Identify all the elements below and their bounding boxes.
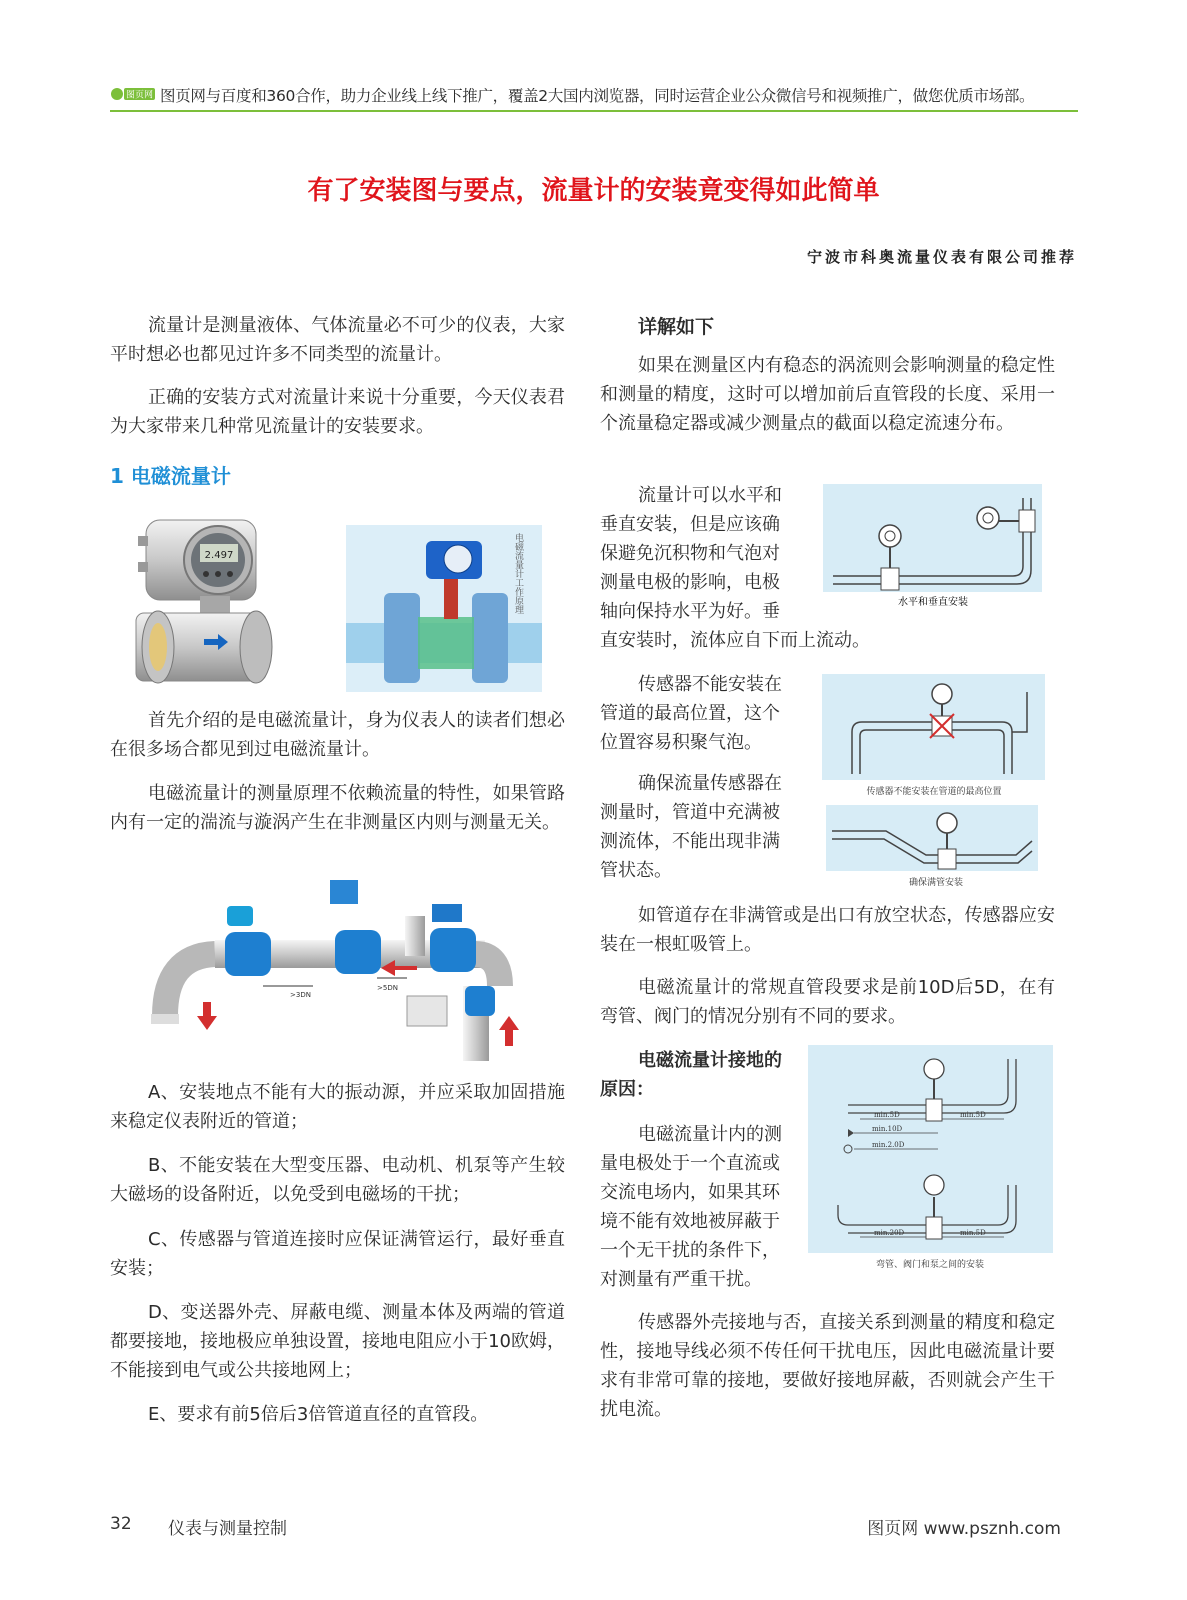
requirement-c: C、传感器与管道连接时应保证满管运行，最好垂直安装；: [110, 1229, 565, 1279]
siphon-paragraph: 如管道存在非满管或是出口有放空状态，传感器应安装在一根虹吸管上。: [600, 905, 1055, 955]
intro-paragraph-1: 流量计是测量液体、气体流量必不可少的仪表，大家平时想必也都见过许多不同类型的流量计。: [110, 315, 565, 365]
full-pipe-line-2: 测量时，管道中充满被: [600, 802, 780, 823]
header-bar: [110, 82, 1078, 112]
dim-label-3: min.10D: [872, 1125, 903, 1133]
requirement-a: A、安装地点不能有大的振动源，并应采取加固措施来稳定仪表附近的管道；: [110, 1082, 565, 1132]
pipe-label-5dn: >5DN: [377, 984, 398, 992]
meter-display-value: 2.497: [204, 550, 234, 561]
requirement-d: D、变送器外壳、屏蔽电缆、测量本体及两端的管道都要接地，接地极应单独设置，接地电阻应小于10欧姆，不能接到电气或公共接地网上；: [110, 1302, 565, 1381]
elbow-valve-pump-diagram: [808, 1045, 1053, 1273]
full-pipe-line-4: 管状态。: [600, 860, 672, 881]
orientation-line-2: 垂直安装，但是应该确: [600, 514, 780, 535]
orientation-line-5: 轴向保持水平为好。垂: [600, 601, 780, 622]
grounding-line-4: 境不能有效地被屏蔽于: [600, 1211, 780, 1232]
intro-paragraph-2: 正确的安装方式对流量计来说十分重要，今天仪表君为大家带来几种常见流量计的安装要求。: [110, 387, 565, 437]
highest-line-1: 传感器不能安装在: [638, 674, 782, 695]
highest-line-3: 位置容易积聚气泡。: [600, 732, 762, 753]
section-heading-1: 1 电磁流量计: [110, 464, 231, 488]
highest-point-text: [600, 670, 810, 757]
dim-label-6: min.5D: [960, 1229, 986, 1237]
grounding-reason-text: [600, 1120, 810, 1294]
caption-elbow-valve-pump: 弯管、阀门和泵之间的安装: [875, 1260, 985, 1270]
dim-label-1: min.5D: [874, 1111, 900, 1119]
requirement-b: B、不能安装在大型变压器、电动机、机泵等产生较大磁场的设备附近，以免受到电磁场的干扰；: [110, 1155, 565, 1205]
pipe-label-3dn: >3DN: [290, 991, 311, 999]
straight-pipe-paragraph: 电磁流量计的常规直管段要求是前10D后5D，在有弯管、阀门的情况分别有不同的要求。: [600, 977, 1055, 1027]
principle-paragraph: 电磁流量计的测量原理不依赖流量的特性，如果管路内有一定的湍流与漩涡产生在非测量区内则与测量无关。: [110, 783, 565, 833]
detail-heading: 详解如下: [638, 316, 715, 338]
dim-label-4: min.2.0D: [872, 1141, 905, 1149]
article-title: 有了安装图与要点，流量计的安装竟变得如此简单: [307, 176, 880, 206]
meter-intro-paragraph: 首先介绍的是电磁流量计，身为仪表人的读者们想必在很多场合都见到过电磁流量计。: [110, 710, 565, 760]
grounding-line-6: 对测量有严重干扰。: [600, 1269, 762, 1290]
orientation-line-1: 流量计可以水平和: [638, 485, 782, 506]
full-pipe-line-3: 测流体，不能出现非满: [600, 831, 780, 852]
horizontal-vertical-diagram: [823, 484, 1042, 612]
grounding-line-3: 交流电场内，如果其环: [600, 1182, 780, 1203]
highest-line-2: 管道的最高位置，这个: [600, 703, 780, 724]
header-text: 图页网与百度和360合作，助力企业线上线下推广，覆盖2大国内浏览器，同时运营企业公众微信号和视频推广，做您优质市场部。: [160, 87, 1035, 105]
orientation-tail: 直安装时，流体应自下而上流动。: [600, 630, 870, 651]
footer-site: 图页网 www.psznh.com: [867, 1519, 1061, 1539]
grounding-heading-line-1: 电磁流量计接地的: [638, 1050, 782, 1071]
grounding-heading: [600, 1046, 810, 1104]
detail-paragraph-1: 如果在测量区内有稳态的涡流则会影响测量的稳定性和测量的精度，这时可以增加前后直管段的长度、采用一个流量稳定器或减少测量点的截面以稳定流速分布。: [600, 355, 1055, 434]
pipe-installation-illustration: [145, 876, 530, 1066]
grounding-heading-line-2: 原因：: [600, 1079, 654, 1100]
recommend-line: 宁波市科奥流量仪表有限公司推荐: [806, 248, 1077, 266]
grounding-importance-paragraph: 传感器外壳接地与否，直接关系到测量的精度和稳定性，接地导线必须不传任何干扰电压，因此电磁流量计要求有非常可靠的接地，要做好接地屏蔽，否则就会产生干扰电流。: [600, 1312, 1055, 1420]
working-principle-diagram: [346, 525, 542, 692]
requirement-e: E、要求有前5倍后3倍管道直径的直管段。: [148, 1404, 489, 1425]
orientation-line-3: 保避免沉积物和气泡对: [600, 543, 780, 564]
caption-full-pipe: 确保满管安装: [908, 878, 964, 888]
logo-text: 图页网: [125, 90, 154, 101]
full-pipe-text: [600, 769, 810, 885]
electromagnetic-flowmeter-photo: [118, 508, 278, 693]
orientation-line-4: 测量电极的影响，电极: [600, 572, 780, 593]
caption-highest-point: 传感器不能安装在管道的最高位置: [866, 787, 1002, 797]
magazine-name: 仪表与测量控制: [168, 1519, 287, 1539]
grounding-line-5: 一个无干扰的条件下，: [600, 1240, 780, 1261]
full-pipe-diagram: [826, 805, 1038, 891]
dim-label-2: min.5D: [960, 1111, 986, 1119]
page-number: 32: [110, 1514, 132, 1534]
grounding-line-2: 量电极处于一个直流或: [600, 1153, 780, 1174]
highest-point-diagram: [822, 674, 1045, 800]
principle-label: 电磁流量计工作原理: [513, 533, 523, 614]
grounding-line-1: 电磁流量计内的测: [638, 1124, 782, 1145]
caption-horizontal-vertical: 水平和垂直安装: [898, 597, 968, 608]
full-pipe-line-1: 确保流量传感器在: [638, 773, 782, 794]
dim-label-5: min.20D: [874, 1229, 905, 1237]
install-orientation-text: [600, 481, 810, 626]
site-logo: [110, 85, 156, 103]
